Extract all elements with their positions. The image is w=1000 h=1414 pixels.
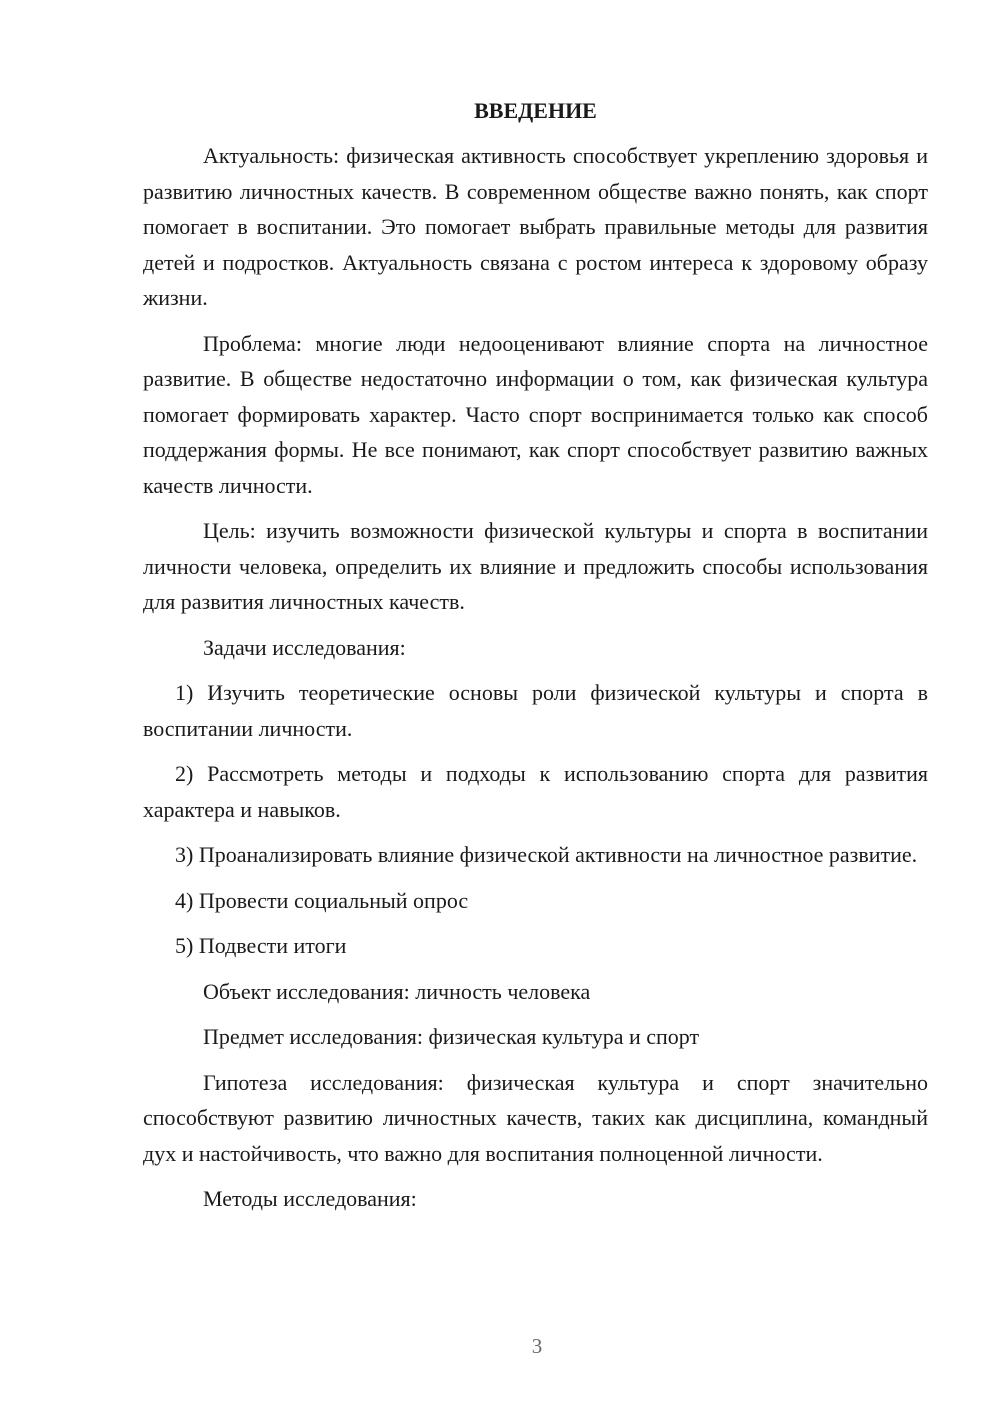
tasks-title: Задачи исследования: bbox=[203, 634, 406, 660]
subject-line: Предмет исследования: физическая культура и спорт bbox=[203, 1024, 700, 1049]
task-item: 1) Изучить теоретические основы роли физической культуры и спорта в воспитании личности. bbox=[143, 680, 928, 741]
object-line: Объект исследования: личность человека bbox=[203, 978, 591, 1004]
page-body bbox=[143, 96, 928, 1227]
task-item: 5) Подвести итоги bbox=[175, 933, 347, 958]
page-number: 3 bbox=[531, 1334, 543, 1358]
task-item: 2) Рассмотреть методы и подходы к использованию спорта для развития характера и навыков. bbox=[143, 761, 928, 822]
section-heading: ВВЕДЕНИЕ bbox=[474, 98, 597, 123]
problem-paragraph: Проблема: многие люди недооценивают влияние спорта на личностное развитие. В обществе недостаточно информации о том, как физическая культура помогает формировать характер. Часто спорт воспринимается только как способ поддержания формы. Не все понимают, как спорт способствует развитию важных качеств личности. bbox=[143, 330, 928, 498]
goal-paragraph: Цель: изучить возможности физической культуры и спорта в воспитании личности человека, определить их влияние и предложить способы использования для развития личностных качеств. bbox=[143, 518, 928, 614]
task-item: 3) Проанализировать влияние физической активности на личностное развитие. bbox=[175, 842, 918, 867]
relevance-paragraph: Актуальность: физическая активность способствует укреплению здоровья и развитию личностных качеств. В современном обществе важно понять, как спорт помогает в воспитании. Это помогает выбрать правильные методы для развития детей и подростков. Актуальность связана с ростом интереса к здоровому образу жизни. bbox=[143, 143, 928, 310]
hypothesis-paragraph: Гипотеза исследования: физическая культура и спорт значительно способствуют развитию личностных качеств, таких как дисциплина, командный дух и настойчивость, что важно для воспитания полноценной личности. bbox=[143, 1069, 928, 1166]
task-item: 4) Провести социальный опрос bbox=[175, 887, 469, 913]
methods-title: Методы исследования: bbox=[203, 1186, 417, 1211]
